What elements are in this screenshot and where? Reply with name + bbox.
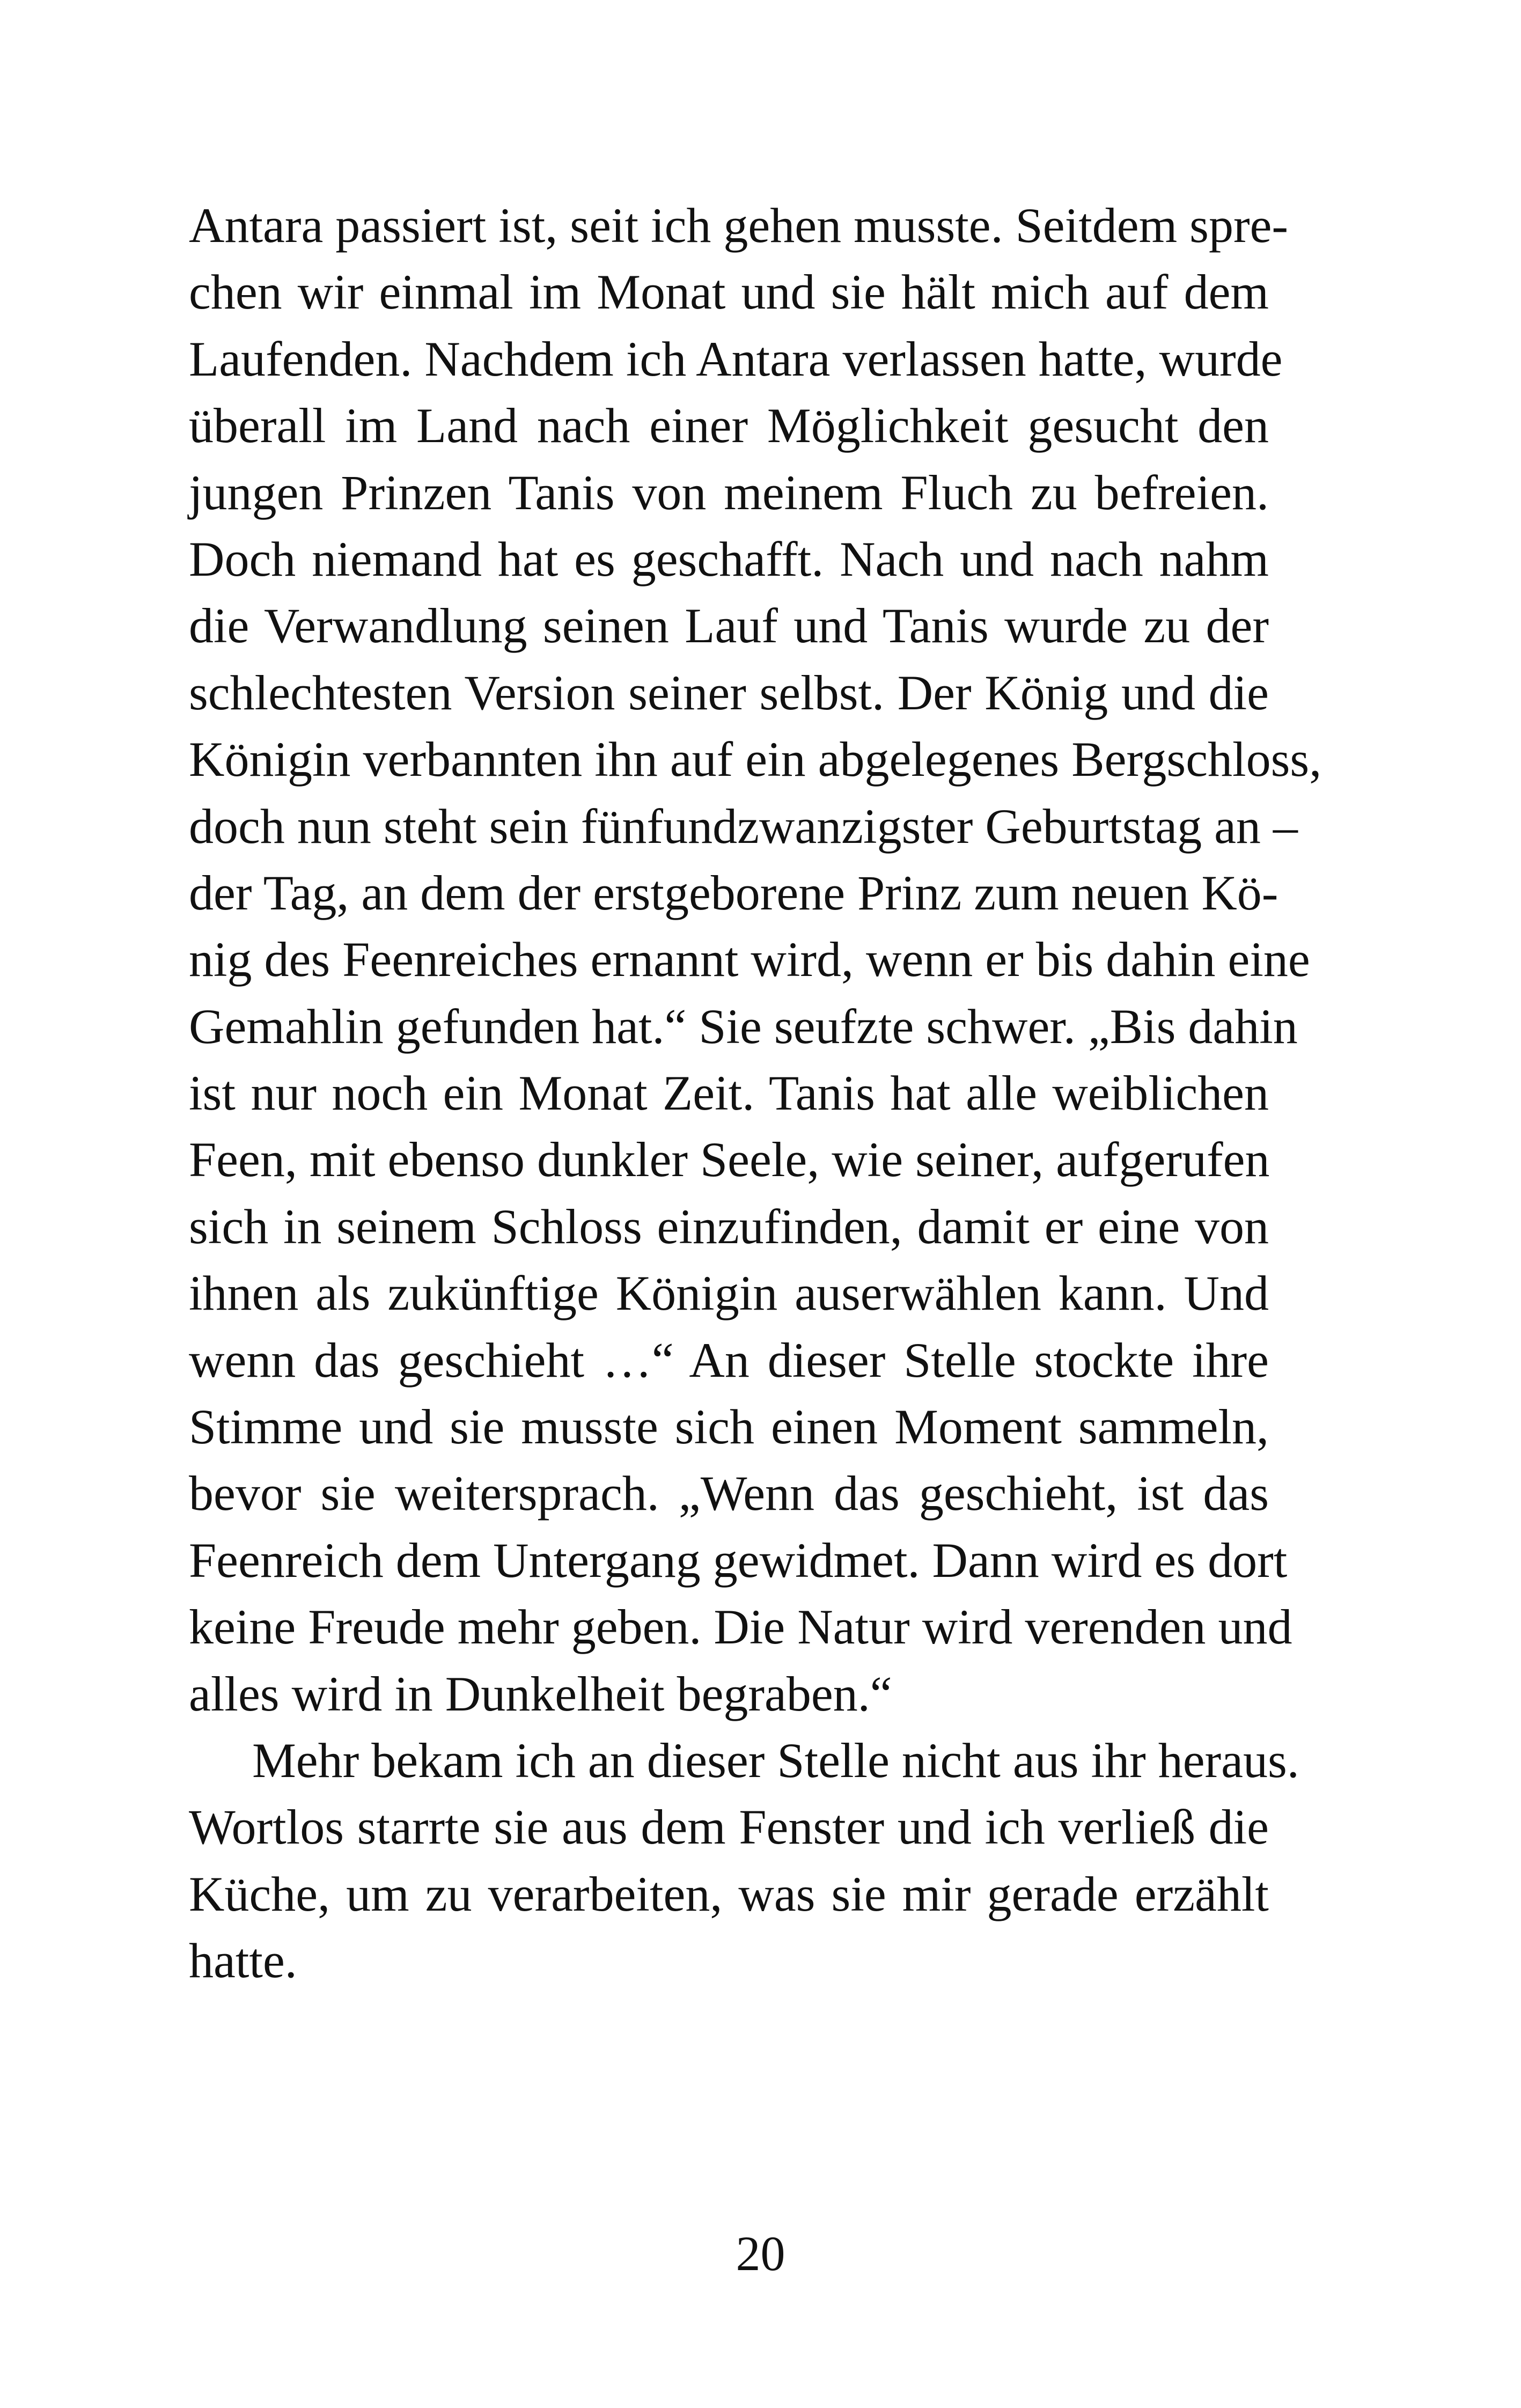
- text-line: jungen Prinzen Tanis von meinem Fluch zu befreien.: [189, 465, 1269, 520]
- text-line: überall im Land nach einer Möglichkeit gesucht den: [189, 398, 1269, 453]
- text-line: keine Freude mehr geben. Die Natur wird verenden und: [189, 1599, 1292, 1655]
- text-line: ist nur noch ein Monat Zeit. Tanis hat alle weiblichen: [189, 1066, 1269, 1121]
- text-line: alles wird in Dunkelheit begraben.“: [189, 1666, 892, 1721]
- body-text: [189, 192, 1322, 1994]
- text-line: Feenreich dem Untergang gewidmet. Dann wird es dort: [189, 1532, 1288, 1588]
- text-line: Wortlos starrte sie aus dem Fenster und ich verließ die: [189, 1800, 1269, 1855]
- text-line: nig des Feenreiches ernannt wird, wenn er bis dahin eine: [189, 932, 1310, 987]
- text-line: bevor sie weitersprach. „Wenn das geschieht, ist das: [189, 1466, 1269, 1521]
- text-line: die Verwandlung seinen Lauf und Tanis wurde zu der: [189, 598, 1269, 654]
- text-line: chen wir einmal im Monat und sie hält mich auf dem: [189, 265, 1269, 320]
- text-line: doch nun steht sein fünfundzwanzigster Geburtstag an –: [189, 798, 1298, 854]
- text-line: Gemahlin gefunden hat.“ Sie seufzte schwer. „Bis dahin: [189, 999, 1298, 1054]
- text-line: Laufenden. Nachdem ich Antara verlassen hatte, wurde: [189, 331, 1283, 386]
- page-number: 20: [736, 2226, 785, 2281]
- paragraph: [189, 1727, 1299, 1994]
- text-line: wenn das geschieht …“ An dieser Stelle stockte ihre: [189, 1332, 1269, 1387]
- text-line: Küche, um zu verarbeiten, was sie mir gerade erzählt: [189, 1866, 1269, 1921]
- text-line: ihnen als zukünftige Königin auserwählen kann. Und: [189, 1266, 1269, 1321]
- text-line: sich in seinem Schloss einzufinden, damit er eine von: [189, 1199, 1269, 1254]
- text-line: Feen, mit ebenso dunkler Seele, wie seiner, aufgerufen: [189, 1132, 1270, 1187]
- text-line: Antara passiert ist, seit ich gehen musste. Seitdem spre-: [189, 198, 1289, 253]
- text-line: Königin verbannten ihn auf ein abgelegenes Bergschloss,: [189, 732, 1322, 787]
- text-line: der Tag, an dem der erstgeborene Prinz zum neuen Kö-: [189, 865, 1278, 920]
- text-line: Stimme und sie musste sich einen Moment sammeln,: [189, 1399, 1269, 1455]
- text-line: schlechtesten Version seiner selbst. Der König und die: [189, 665, 1269, 720]
- text-line: Doch niemand hat es geschafft. Nach und nach nahm: [189, 531, 1269, 586]
- text-line: Mehr bekam ich an dieser Stelle nicht aus ihr heraus.: [252, 1732, 1299, 1788]
- text-line: hatte.: [189, 1933, 297, 1988]
- paragraph: [189, 192, 1322, 1727]
